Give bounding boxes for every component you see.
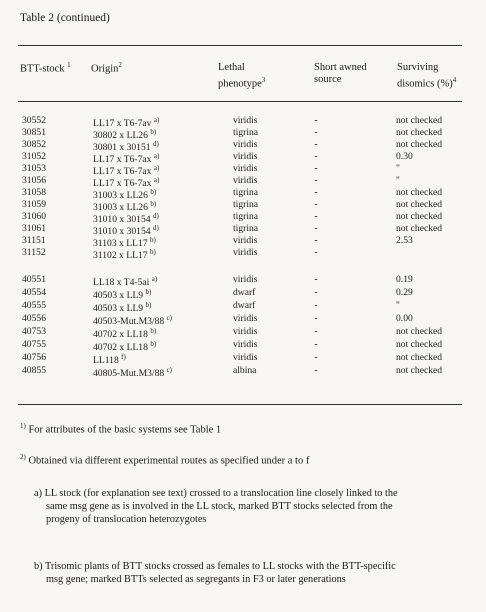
table-row: 40855 40805-Mut.M3/88 $^{c)}$ albina - not checked bbox=[22, 365, 443, 380]
header-stock: BTT-stock $^1$ bbox=[20, 61, 71, 75]
table-row: 31052 LL17 x T6-7ax $^{a)}$ viridis - 0.30 bbox=[22, 151, 413, 166]
header-source: Short awned source bbox=[314, 62, 367, 85]
footnote-2: $^{2)}$ Obtained via different experimental routes as specified under a to f bbox=[20, 453, 310, 467]
table-row: 31060 31010 x 30154 $^{d)}$ tigrina - not checked bbox=[22, 211, 443, 226]
table-row: 31151 31103 x LL17 $^{b)}$ viridis - 2.53 bbox=[22, 235, 413, 250]
footnote-2b: b) Trisomic plants of BTT stocks crossed as females to LL stocks with the BTT-specific msg gene; marked BTTs selected as segregants in F3 or later generations bbox=[34, 561, 396, 585]
header-phenotype: Lethal phenotype$^3$ bbox=[218, 62, 266, 90]
header-bottom-rule bbox=[18, 101, 462, 102]
table-row: 30851 30802 x LL26 $^{b)}$ tigrina - not checked bbox=[22, 127, 443, 142]
table-row: 31152 31102 x LL17 $^{b)}$ viridis - bbox=[22, 247, 318, 262]
table-row: 40555 40503 x LL9 $^{b)}$ dwarf - " bbox=[22, 300, 400, 315]
table-row: 30852 30801 x 30151 $^{d)}$ viridis - not checked bbox=[22, 139, 443, 154]
table-row: 31058 31003 x LL26 $^{b)}$ tigrina - not checked bbox=[22, 187, 443, 202]
table-row: 30552 LL17 x T6-7av $^{a)}$ viridis - not checked bbox=[22, 115, 443, 130]
table-caption: Table 2 (continued) bbox=[20, 12, 110, 24]
table-row: 40756 LL118 $^{f)}$ viridis - not checked bbox=[22, 352, 443, 367]
table-bottom-rule bbox=[18, 404, 462, 405]
table-row: 40554 40503 x LL9 $^{b)}$ dwarf - 0.29 bbox=[22, 287, 413, 302]
table-row: 40551 LL18 x T4-5ai $^{a)}$ viridis - 0.19 bbox=[22, 274, 413, 289]
footnote-1: $^{1)}$ For attributes of the basic systems see Table 1 bbox=[20, 422, 222, 436]
table-row: 31053 LL17 x T6-7ax $^{a)}$ viridis - " bbox=[22, 163, 400, 178]
table-row: 31059 31003 x LL26 $^{b)}$ tigrina - not checked bbox=[22, 199, 443, 214]
header-surviving: Surviving disomics (%)$^4$ bbox=[397, 62, 457, 90]
table-row: 40755 40702 x LL18 $^{b)}$ viridis - not checked bbox=[22, 339, 443, 354]
table-row: 31056 LL17 x T6-7ax $^{a)}$ viridis - " bbox=[22, 175, 400, 190]
footnote-2a: a) LL stock (for explanation see text) crossed to a translocation line closely linked to the same msg gene as is involved in the LL stock, marked BTT stocks selected from the progeny of translocation heterozygotes bbox=[34, 488, 398, 525]
table-row: 31061 31010 x 30154 $^{d)}$ tigrina - not checked bbox=[22, 223, 443, 238]
table-top-rule bbox=[18, 45, 462, 46]
header-origin: Origin$^2$ bbox=[91, 61, 122, 75]
table-row: 40753 40702 x LL18 $^{b)}$ viridis - not checked bbox=[22, 326, 443, 341]
table-row: 40556 40503-Mut.M3/88 $^{c)}$ viridis - 0.00 bbox=[22, 313, 413, 328]
